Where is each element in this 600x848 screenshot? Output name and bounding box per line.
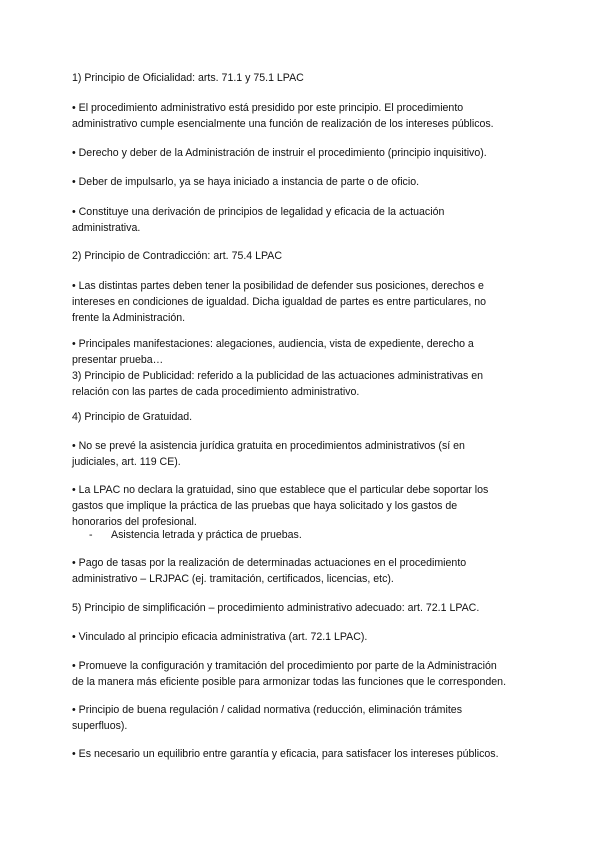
text-line: • Derecho y deber de la Administración de instruir el procedimiento (principio inquisitivo). (72, 147, 487, 159)
paragraph-lpac-gratuidad (72, 482, 542, 530)
paragraph-equilibrio-garantia (72, 746, 542, 762)
text-line: • Es necesario un equilibrio entre garantía y eficacia, para satisfacer los intereses públicos. (72, 748, 499, 760)
subitem-text: Asistencia letrada y práctica de pruebas. (111, 529, 302, 541)
paragraph-promueve-configuracion (72, 658, 542, 690)
text-line: gastos que implique la práctica de las pruebas que haya solicitado y los gastos de (72, 500, 458, 512)
heading-principio-oficialidad (72, 70, 542, 86)
dash-marker: - (89, 529, 93, 541)
text-line: • Promueve la configuración y tramitación del procedimiento por parte de la Administración (72, 660, 497, 672)
text-line: • Las distintas partes deben tener la posibilidad de defender sus posiciones, derechos e (72, 280, 484, 292)
text-line: judiciales, art. 119 CE). (72, 456, 181, 468)
paragraph-derivacion-principios (72, 204, 542, 236)
paragraph-buena-regulacion (72, 702, 542, 734)
document-page (72, 0, 542, 848)
paragraph-distintas-partes (72, 278, 542, 326)
text-line: honorarios del profesional. (72, 516, 197, 528)
text-line: administrativo cumple esencialmente una función de realización de los intereses públicos. (72, 118, 494, 130)
text-line: 1) Principio de Oficialidad: arts. 71.1 y 75.1 LPAC (72, 72, 304, 84)
heading-principio-contradiccion (72, 248, 542, 264)
text-line: • El procedimiento administrativo está presidido por este principio. El procedimiento (72, 102, 464, 114)
text-line: • Principio de buena regulación / calidad normativa (reducción, eliminación trámites (72, 704, 462, 716)
text-line: • Vinculado al principio eficacia administrativa (art. 72.1 LPAC). (72, 631, 368, 643)
heading-principio-gratuidad (72, 409, 542, 425)
text-line: 5) Principio de simplificación – procedimiento administrativo adecuado: art. 72.1 LPAC. (72, 602, 480, 614)
text-line: de la manera más eficiente posible para armonizar todas las funciones que le corresponden. (72, 676, 507, 688)
text-line: • Principales manifestaciones: alegaciones, audiencia, vista de expediente, derecho a (72, 338, 474, 350)
text-line: relación con las partes de cada procedimiento administrativo. (72, 386, 360, 398)
text-line: administrativo – LRJPAC (ej. tramitación, certificados, licencias, etc). (72, 573, 394, 585)
text-line: • Deber de impulsarlo, ya se haya iniciado a instancia de parte o de oficio. (72, 176, 420, 188)
text-line: frente la Administración. (72, 312, 186, 324)
subitem-asistencia-letrada (72, 527, 559, 543)
text-line: 3) Principio de Publicidad: referido a la publicidad de las actuaciones administrativas en (72, 370, 484, 382)
text-line: • Pago de tasas por la realización de determinadas actuaciones en el procedimiento (72, 557, 467, 569)
heading-principio-simplificacion (72, 600, 542, 616)
text-line: superfluos). (72, 720, 128, 732)
text-line: 4) Principio de Gratuidad. (72, 411, 193, 423)
paragraph-derecho-deber (72, 145, 542, 161)
paragraph-manifestaciones-publicidad (72, 336, 542, 400)
text-line: • No se prevé la asistencia jurídica gratuita en procedimientos administrativos (sí en (72, 440, 465, 452)
text-line (89, 527, 559, 543)
paragraph-vinculado-eficacia (72, 629, 542, 645)
text-line: 2) Principio de Contradicción: art. 75.4 LPAC (72, 250, 283, 262)
text-line: administrativa. (72, 222, 141, 234)
paragraph-pago-tasas (72, 555, 542, 587)
paragraph-oficialidad-presidido (72, 100, 542, 132)
paragraph-deber-impulsarlo (72, 174, 542, 190)
text-line: presentar prueba… (72, 354, 164, 366)
text-line: intereses en condiciones de igualdad. Dicha igualdad de partes es entre particulares, no (72, 296, 487, 308)
text-line: • Constituye una derivación de principios de legalidad y eficacia de la actuación (72, 206, 445, 218)
paragraph-asistencia-juridica (72, 438, 542, 470)
text-line: • La LPAC no declara la gratuidad, sino que establece que el particular debe soportar los (72, 484, 489, 496)
